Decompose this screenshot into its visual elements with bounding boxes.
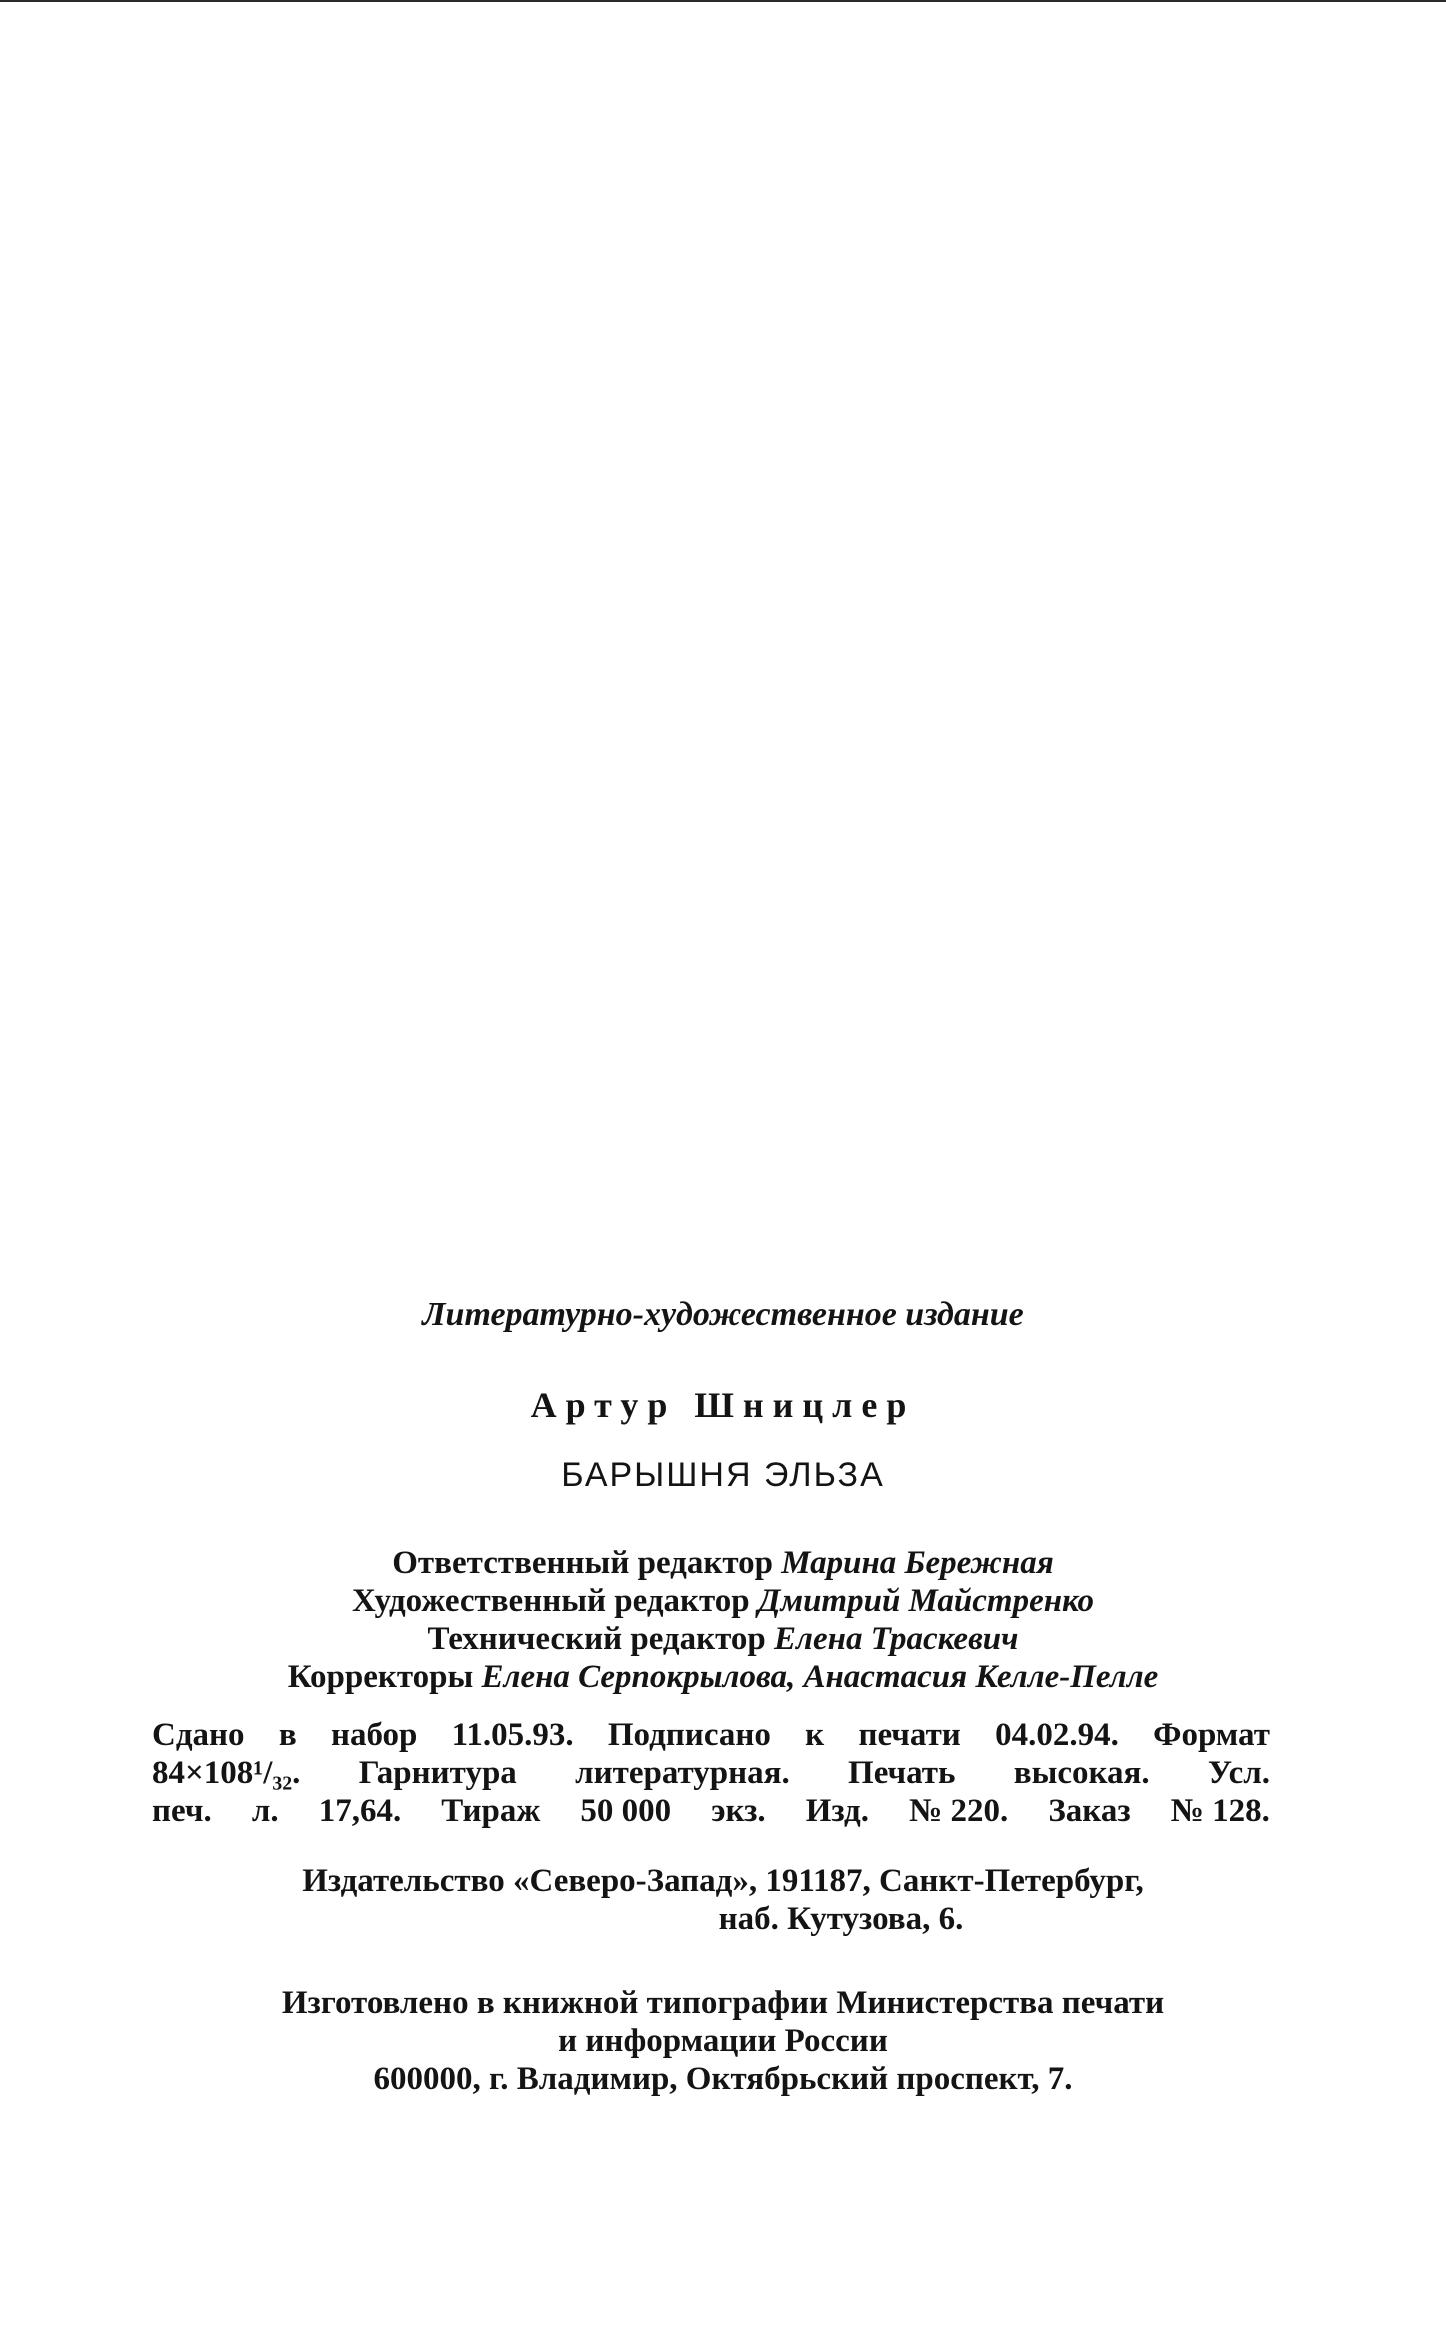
imprint-word: Подписано — [607, 1717, 771, 1753]
credit-role: Ответственный редактор — [392, 1545, 773, 1581]
imprint-line-1 — [152, 1716, 1270, 1754]
printer-block — [0, 1984, 1446, 2098]
imprint-word: к — [805, 1717, 825, 1753]
imprint-word: л. — [251, 1793, 279, 1829]
publisher-address-line-1: Издательство «Северо-Запад», 191187, Санкт-Петербург, — [302, 1863, 1144, 1899]
credit-role: Технический редактор — [427, 1621, 766, 1657]
credit-line — [0, 1658, 1446, 1696]
imprint-word: № 128. — [1170, 1793, 1270, 1829]
credit-role: Художественный редактор — [351, 1583, 750, 1619]
author-name: Артур Шницлер — [530, 1385, 916, 1425]
imprint-line-3 — [152, 1792, 1270, 1830]
imprint-word: 17,64. — [318, 1793, 402, 1829]
credit-line — [0, 1544, 1446, 1582]
credit-name: Елена Траскевич — [774, 1621, 1019, 1657]
printer-line-3: 600000, г. Владимир, Октябрьский проспект, 7. — [373, 2061, 1073, 2097]
credit-name: Дмитрий Майстренко — [757, 1583, 1095, 1619]
imprint-word: Усл. — [1207, 1755, 1270, 1791]
imprint-word: 84×108¹/₃₂. — [152, 1755, 301, 1791]
printer-line-1: Изготовлено в книжной типографии Министерства печати — [281, 1985, 1165, 2021]
publisher-address-line-2: наб. Кутузова, 6. — [718, 1901, 964, 1937]
imprint-word: 04.02.94. — [995, 1717, 1119, 1753]
book-title: БАРЫШНЯ ЭЛЬЗА — [561, 1456, 885, 1494]
imprint-word: печати — [858, 1717, 961, 1753]
imprint-word: 11.05.93. — [451, 1717, 574, 1753]
credit-name: Марина Бережная — [781, 1545, 1054, 1581]
imprint-word: Формат — [1153, 1717, 1270, 1753]
publisher-block — [0, 1862, 1446, 1938]
imprint-line-2 — [152, 1754, 1270, 1792]
printer-line-2: и информации России — [558, 2023, 888, 2059]
imprint-word: № 220. — [909, 1793, 1009, 1829]
imprint-word: экз. — [711, 1793, 766, 1829]
imprint-word: Гарнитура — [358, 1755, 517, 1791]
imprint-word: печ. — [152, 1793, 212, 1829]
imprint-word: Заказ — [1048, 1793, 1131, 1829]
series-label: Литературно-художественное издание — [422, 1296, 1024, 1333]
imprint-word: Сдано — [152, 1717, 245, 1753]
imprint-word: в — [278, 1717, 297, 1753]
credit-line — [0, 1582, 1446, 1620]
imprint-word: Тираж — [441, 1793, 541, 1829]
top-border-rule — [0, 0, 1446, 2]
credit-line — [0, 1620, 1446, 1658]
imprint-word: литературная. — [575, 1755, 790, 1791]
imprint-word: набор — [330, 1717, 418, 1753]
imprint-word: высокая. — [1013, 1755, 1150, 1791]
imprint-word: Изд. — [805, 1793, 869, 1829]
credits-block — [0, 1544, 1446, 1696]
credit-name: Елена Серпокрылова, Анастасия Келле-Пелле — [481, 1659, 1159, 1695]
imprint-word: 50 000 — [580, 1793, 672, 1829]
credit-role: Корректоры — [287, 1659, 474, 1695]
imprint-word: Печать — [848, 1755, 956, 1791]
imprint-block — [152, 1716, 1270, 1830]
